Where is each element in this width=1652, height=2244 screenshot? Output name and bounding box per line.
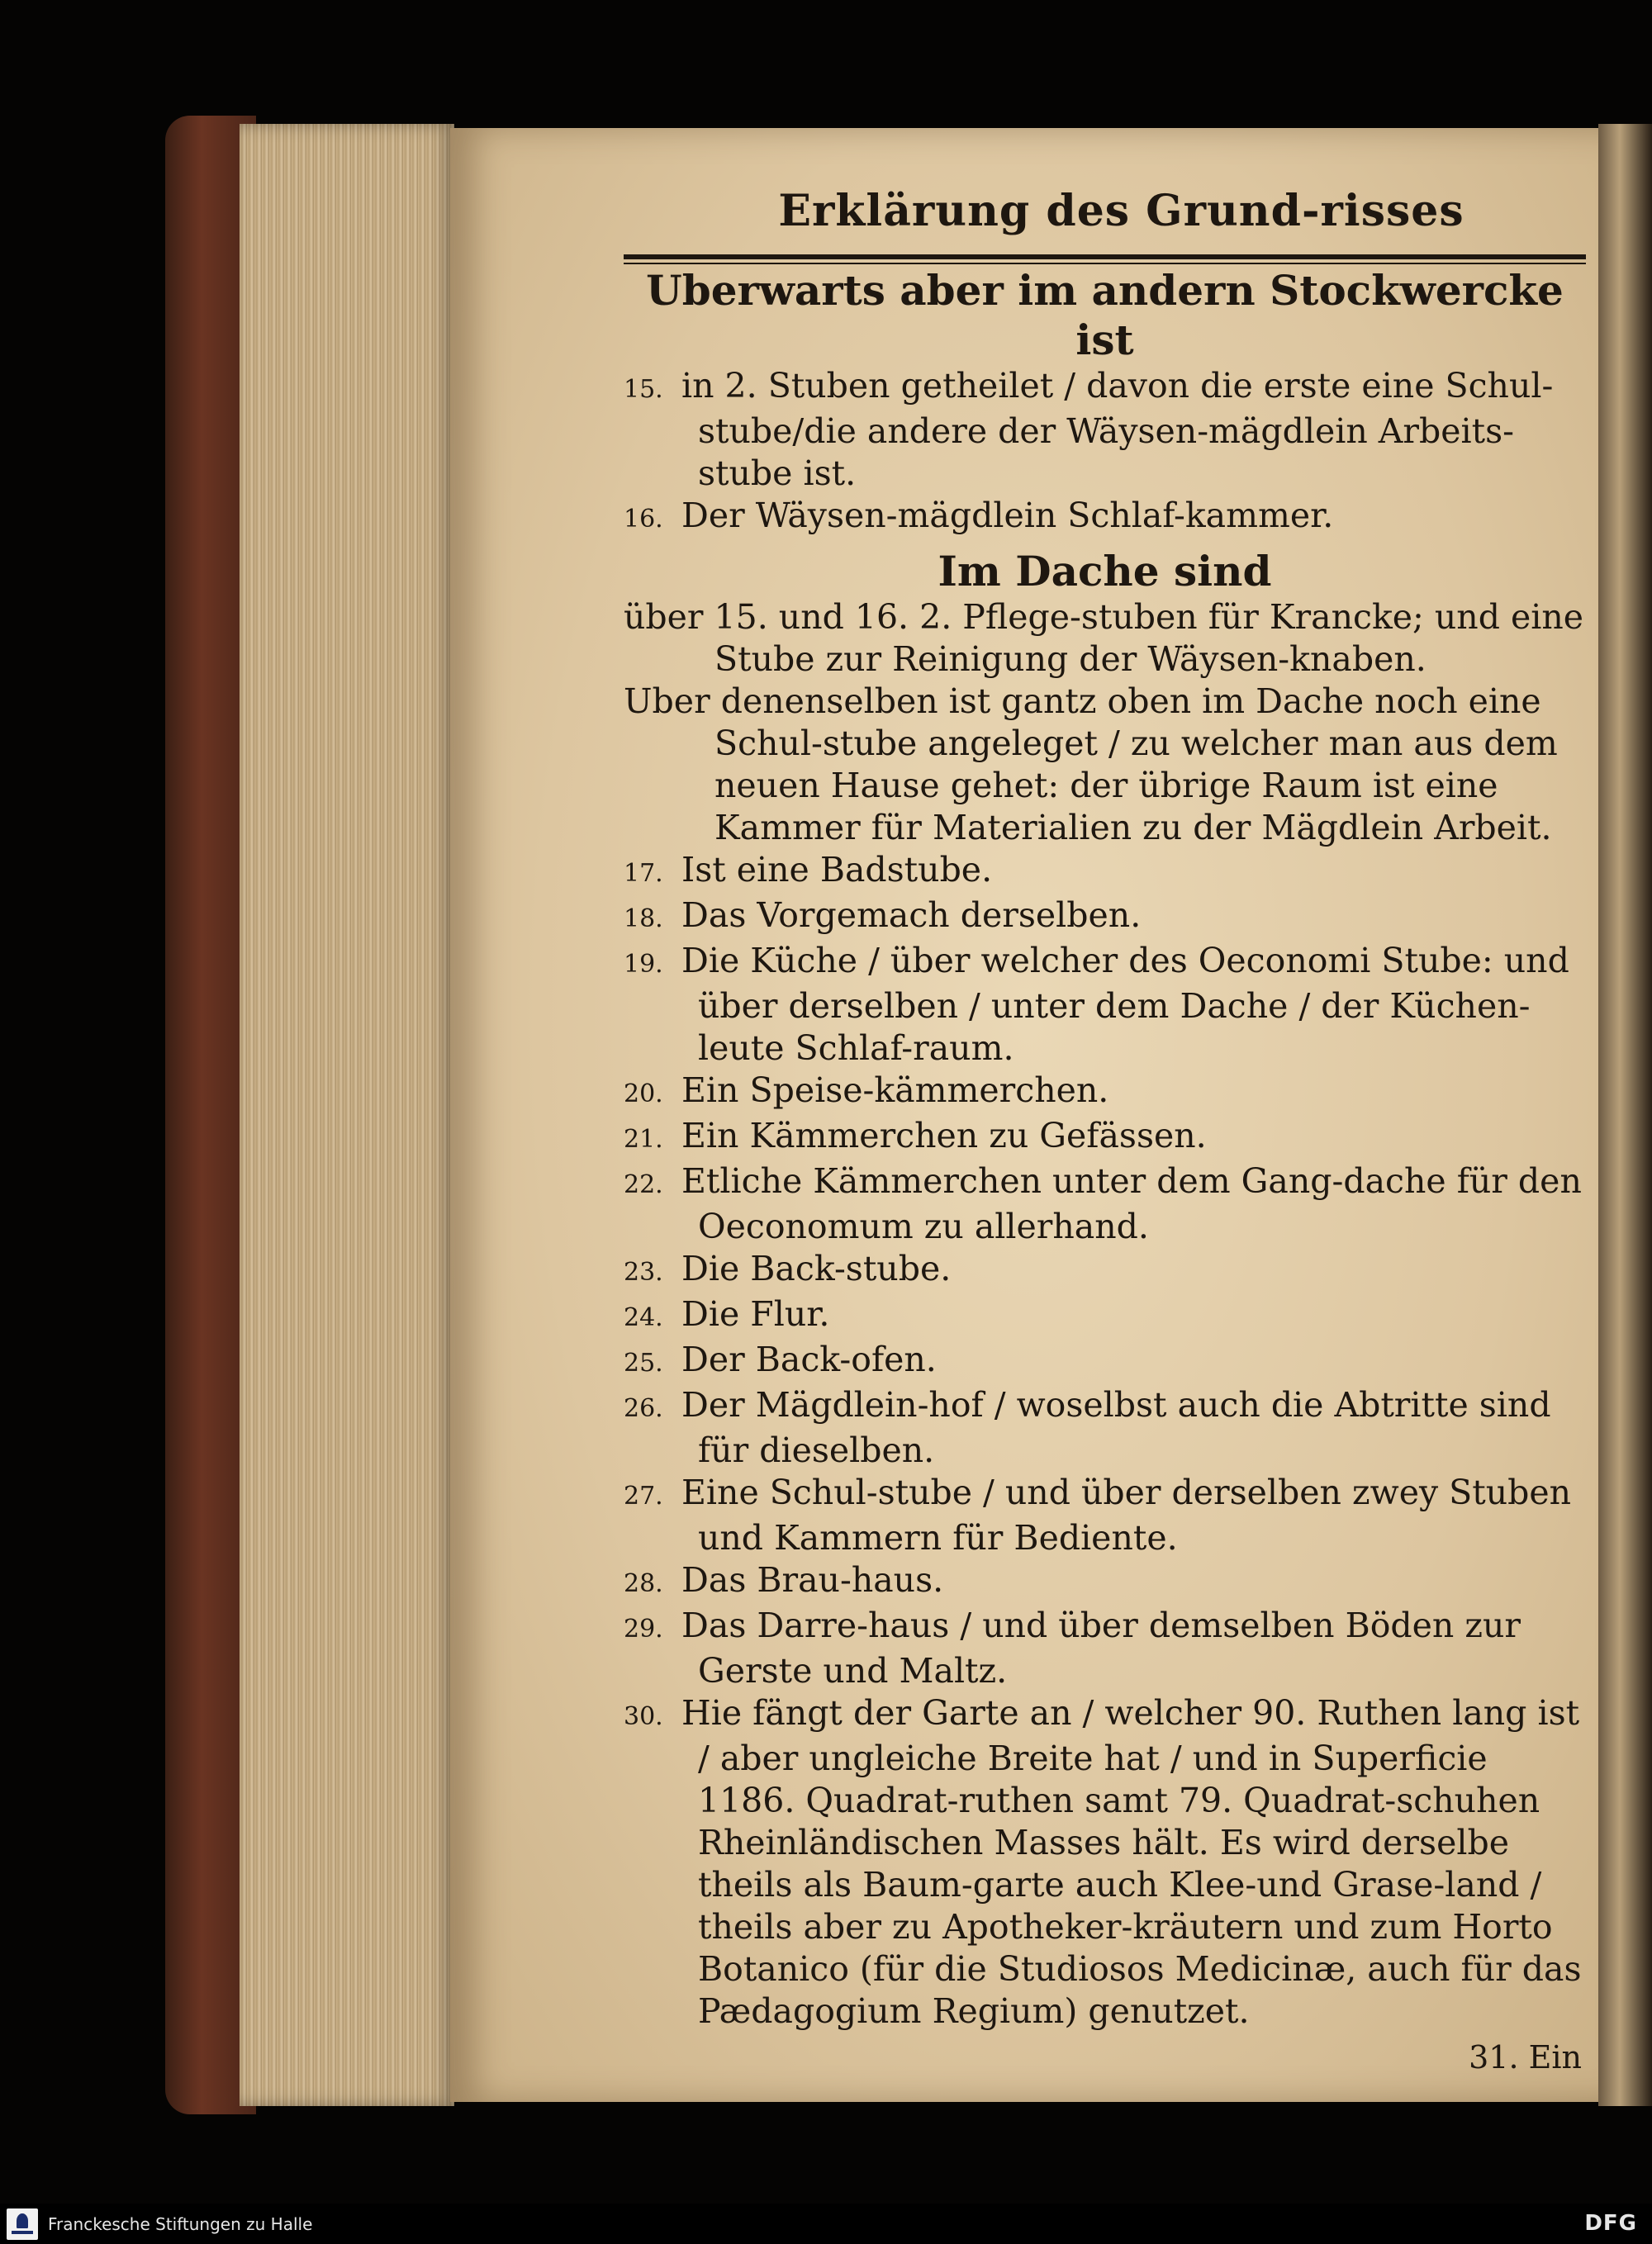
- list-item: [624, 1559, 1586, 1605]
- entry-text: Die Back-stube.: [681, 1249, 952, 1288]
- list-item: [624, 1339, 1586, 1384]
- subhead-roof: Im Dache sind: [938, 547, 1272, 595]
- entry-text: Das Darre-haus / und über demselben Böden zur Gerste und Maltz.: [681, 1606, 1521, 1691]
- entry-text: Die Küche / über welcher des Oeconomi Stube: und über derselben / unter dem Dache / der Küchen-leute Schlaf-raum.: [681, 941, 1569, 1068]
- page-edges: [240, 124, 454, 2106]
- list-item: [624, 1248, 1586, 1293]
- list-item: [624, 1472, 1586, 1559]
- entry-text: Etliche Kämmerchen unter dem Gang-dache für den Oeconomum zu allerhand.: [681, 1161, 1582, 1246]
- entry-text: Eine Schul-stube / und über derselben zwey Stuben und Kammern für Bediente.: [681, 1473, 1572, 1558]
- running-head: Erklärung des Grund-risses: [778, 186, 1464, 236]
- viewer-footer: [0, 2204, 1652, 2244]
- entry-number: 20.: [624, 1079, 663, 1108]
- facing-page-edge: [1598, 124, 1652, 2106]
- entry-number: 30.: [624, 1702, 663, 1731]
- subhead-upper-floor: Uberwarts aber im andern Stockwercke ist: [646, 266, 1564, 364]
- entry-text: Der Wäysen-mägdlein Schlaf-kammer.: [681, 496, 1334, 535]
- institution-logo-icon: [7, 2208, 38, 2240]
- entry-text: Der Mägdlein-hof / woselbst auch die Abtritte sind für dieselben.: [681, 1385, 1551, 1470]
- entry-text: Ein Speise-kämmerchen.: [681, 1070, 1109, 1110]
- list-item: [624, 849, 1586, 894]
- list-item: [624, 1115, 1586, 1160]
- list-item: [624, 1293, 1586, 1339]
- page-text: [624, 173, 1586, 2076]
- paragraph-school-room: Uber denenselben ist gantz oben im Dache noch eine Schul-stube angeleget / zu welcher man aus dem neuen Hause gehet: der übrige Raum ist eine Kammer für Materialien zu der Mägdlein Arbeit.: [624, 681, 1558, 847]
- entry-number: 21.: [624, 1125, 663, 1154]
- institution-name: Franckesche Stiftungen zu Halle: [48, 2214, 313, 2234]
- entry-number: 16.: [624, 505, 663, 534]
- entry-text: Ist eine Badstube.: [681, 850, 993, 890]
- entry-text: Der Back-ofen.: [681, 1340, 937, 1379]
- header-rule: [624, 254, 1586, 259]
- entry-number: 18.: [624, 904, 663, 933]
- dfg-logo: DFG: [1584, 2211, 1637, 2236]
- list-item: [624, 1692, 1586, 2033]
- paragraph-roof-rooms: über 15. und 16. 2. Pflege-stuben für Krancke; und eine Stube zur Reinigung der Wäysen-knaben.: [624, 597, 1584, 679]
- entry-text: Das Brau-haus.: [681, 1560, 944, 1600]
- catchword: 31. Ein: [1469, 2039, 1582, 2076]
- entry-number: 26.: [624, 1394, 663, 1423]
- entry-number: 19.: [624, 950, 663, 979]
- entry-number: 24.: [624, 1303, 663, 1332]
- list-item: [624, 1160, 1586, 1248]
- entry-number: 28.: [624, 1569, 663, 1598]
- entry-text: Das Vorgemach derselben.: [681, 895, 1142, 935]
- list-item: [624, 365, 1586, 495]
- entries-main: [624, 849, 1586, 2033]
- entry-number: 23.: [624, 1258, 663, 1287]
- entry-number: 29.: [624, 1615, 663, 1644]
- list-item: [624, 894, 1586, 940]
- entry-text: Die Flur.: [681, 1294, 830, 1334]
- entry-text: in 2. Stuben getheilet / davon die erste eine Schul-stube/die andere der Wäysen-mägdlein Arbeits-stube ist.: [681, 366, 1554, 493]
- list-item: [624, 495, 1586, 540]
- entry-number: 25.: [624, 1349, 663, 1378]
- entry-number: 22.: [624, 1170, 663, 1199]
- entry-text: Hie fängt der Garte an / welcher 90. Ruthen lang ist / aber ungleiche Breite hat / und in Superficie 1186. Quadrat-ruthen samt 79. Quadrat-schuhen Rheinländischen Masses hält. Es wird derselbe theils als Baum-garte auch Klee-und Grase-land / theils aber zu Apotheker-kräutern und zum Horto Botanico (für die Studiosos Medicinæ, auch für das Pædagogium Regium) genutzet.: [681, 1693, 1582, 2031]
- list-item: [624, 1384, 1586, 1472]
- entry-number: 17.: [624, 859, 663, 888]
- entry-number: 15.: [624, 375, 663, 404]
- list-item: [624, 1605, 1586, 1692]
- entry-number: 27.: [624, 1482, 663, 1511]
- list-item: [624, 940, 1586, 1070]
- entries-top: [624, 365, 1586, 540]
- list-item: [624, 1070, 1586, 1115]
- entry-text: Ein Kämmerchen zu Gefässen.: [681, 1116, 1207, 1155]
